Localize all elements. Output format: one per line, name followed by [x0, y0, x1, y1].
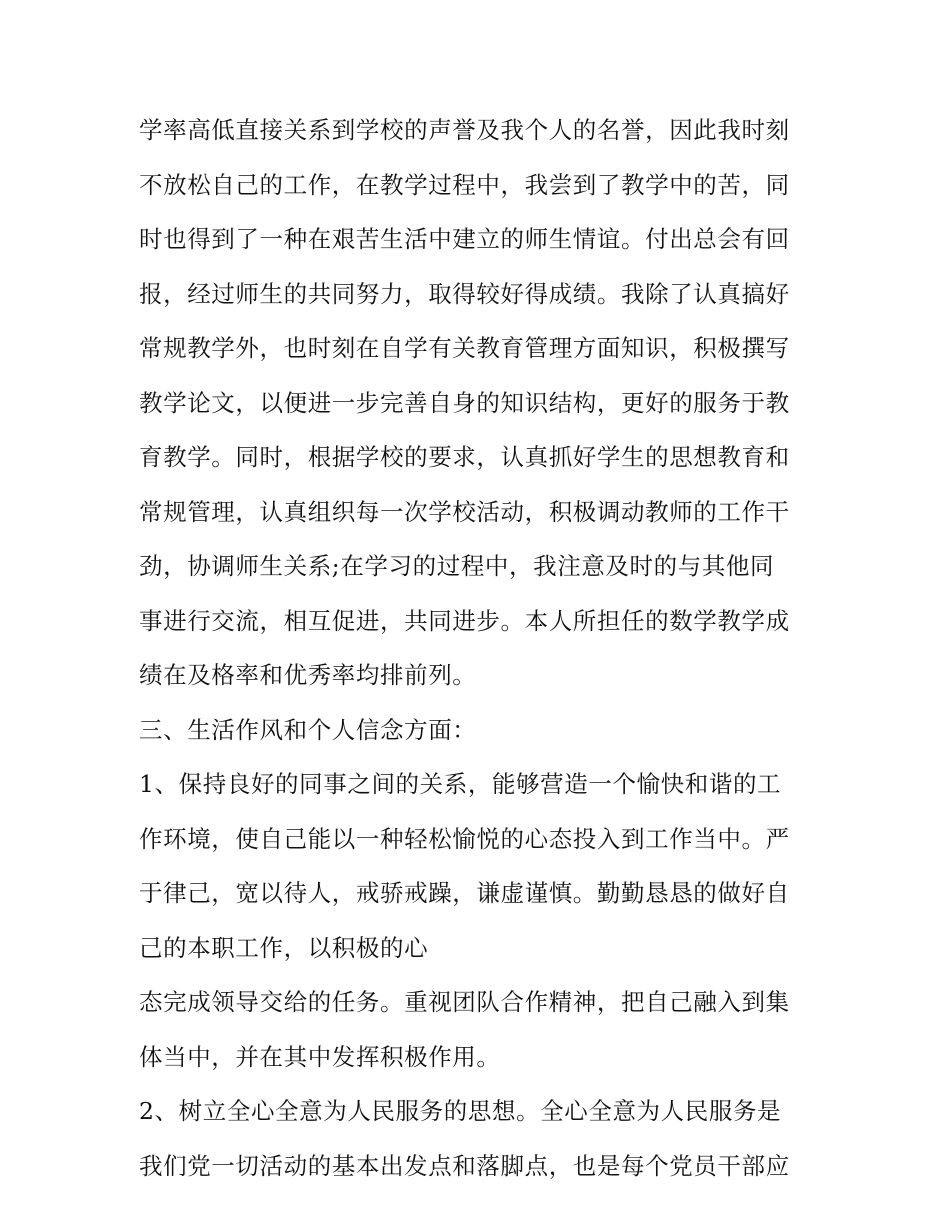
text-line: 绩在及格率和优秀率均排前列。 [139, 661, 477, 689]
text-line: 于律己，宽以待人，戒骄戒躁，谦虚谨慎。勤勤恳恳的做好自 [139, 879, 790, 907]
text-line: 2、树立全心全意为人民服务的思想。全心全意为人民服务是 [139, 1097, 782, 1125]
text-line: 不放松自己的工作，在教学过程中，我尝到了教学中的苦，同 [139, 170, 790, 199]
text-line: 教学论文，以便进一步完善自身的知识结构，更好的服务于教 [139, 388, 790, 417]
text-line: 报，经过师生的共同努力，取得较好得成绩。我除了认真搞好 [139, 279, 790, 308]
text-line: 1、保持良好的同事之间的关系，能够营造一个愉快和谐的工 [139, 770, 782, 798]
text-line: 育教学。同时，根据学校的要求，认真抓好学生的思想教育和 [139, 443, 790, 471]
text-line: 事进行交流，相互促进，共同进步。本人所担任的数学教学成 [139, 606, 790, 635]
text-line: 时也得到了一种在艰苦生活中建立的师生情谊。付出总会有回 [139, 225, 790, 253]
text-line: 我们党一切活动的基本出发点和落脚点，也是每个党员干部应 [139, 1151, 790, 1180]
section-heading: 三、生活作风和个人信念方面： [139, 715, 477, 744]
text-line: 己的本职工作，以积极的心 [139, 933, 429, 962]
text-line: 作环境，使自己能以一种轻松愉悦的心态投入到工作当中。严 [139, 824, 790, 853]
text-line: 常规教学外，也时刻在自学有关教育管理方面知识，积极撰写 [139, 334, 790, 362]
text-line: 常规管理，认真组织每一次学校活动，积极调动教师的工作干 [139, 497, 790, 526]
text-line: 体当中，并在其中发挥积极作用。 [139, 1042, 501, 1071]
text-line: 态完成领导交给的任务。重视团队合作精神，把自己融入到集 [139, 988, 790, 1016]
body-text [139, 103, 819, 1193]
text-line: 学率高低直接关系到学校的声誉及我个人的名誉，因此我时刻 [139, 116, 790, 144]
text-line: 劲，协调师生关系;在学习的过程中，我注意及时的与其他同 [139, 552, 775, 580]
